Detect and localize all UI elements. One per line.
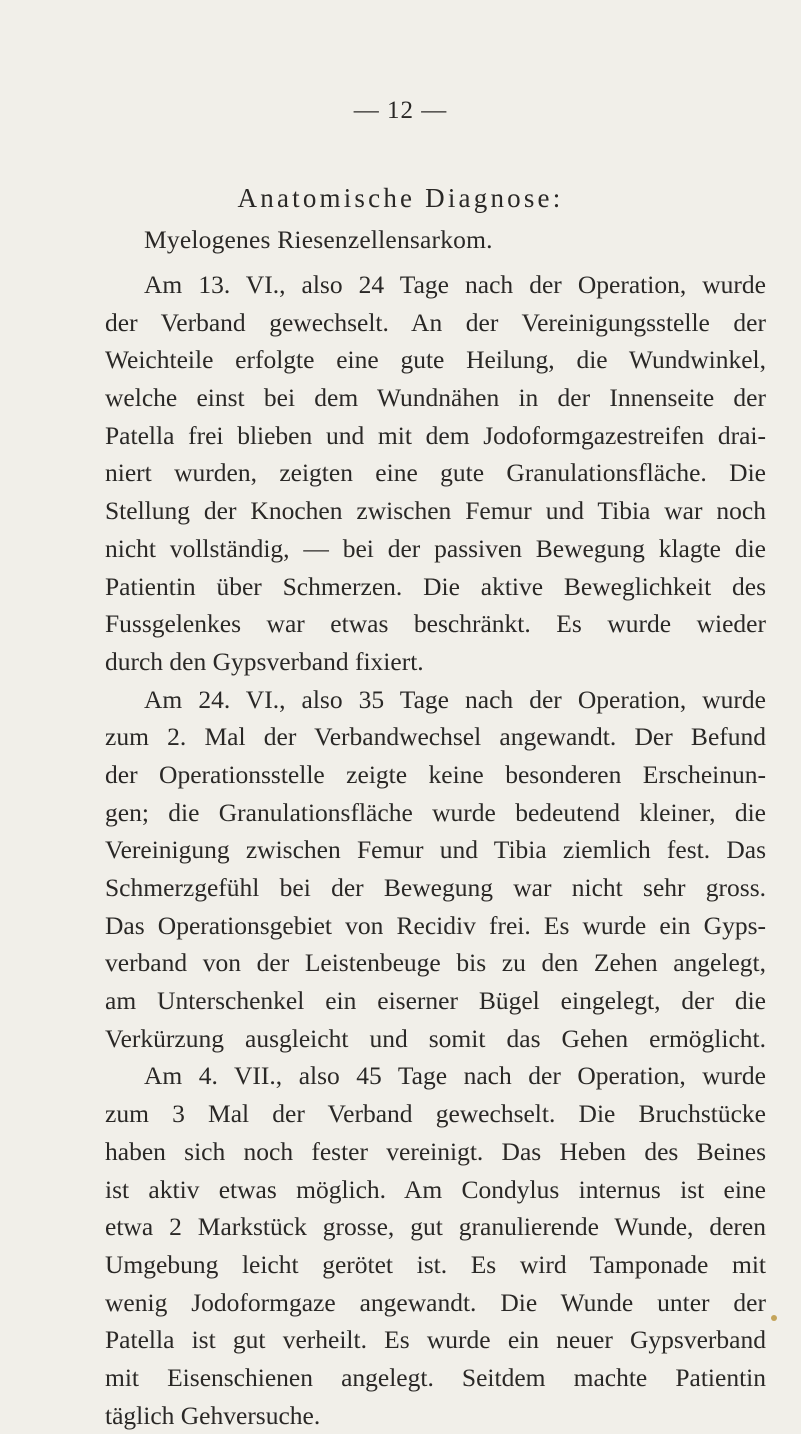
paper-speck: [771, 1315, 777, 1321]
text-line: nicht vollständig, — bei der passiven Bewegung klagte die: [105, 533, 766, 563]
body-text: [105, 266, 766, 1434]
text-line: Am 24. VI., also 35 Tage nach der Operation, wurde: [144, 684, 766, 714]
text-line: wenig Jodoformgaze angewandt. Die Wunde unter der: [105, 1287, 766, 1317]
text-line: verband von der Leistenbeuge bis zu den Zehen angelegt,: [105, 948, 766, 978]
text-line: Weichteile erfolgte eine gute Heilung, die Wundwinkel,: [105, 345, 766, 375]
section-heading: Anatomische Diagnose:: [237, 183, 564, 213]
text-line: mit Eisenschienen angelegt. Seitdem machte Patientin: [105, 1362, 766, 1392]
text-line: Am 4. VII., also 45 Tage nach der Operation, wurde: [144, 1061, 766, 1091]
diagnosis-line: Myelogenes Riesenzellensarkom.: [144, 225, 493, 254]
text-line: der Verband gewechselt. An der Vereinigungsstelle der: [105, 307, 766, 337]
text-line: Das Operationsgebiet von Recidiv frei. Es wurde ein Gyps-: [105, 910, 766, 940]
text-line: Am 13. VI., also 24 Tage nach der Operation, wurde: [144, 270, 766, 299]
text-line: durch den Gypsverband fixiert.: [105, 646, 424, 676]
text-line: täglich Gehversuche.: [105, 1400, 321, 1430]
text-line: Patella ist gut verheilt. Es wurde ein neuer Gypsverband: [105, 1325, 766, 1355]
text-line: Vereinigung zwischen Femur und Tibia ziemlich fest. Das: [105, 835, 766, 865]
text-line: niert wurden, zeigten eine gute Granulationsfläche. Die: [105, 458, 766, 488]
text-line: Stellung der Knochen zwischen Femur und Tibia war noch: [105, 496, 766, 526]
text-line: zum 2. Mal der Verbandwechsel angewandt. Der Befund: [105, 722, 766, 752]
text-line: Patella frei blieben und mit dem Jodoformgazestreifen drai-: [105, 420, 766, 450]
text-line: am Unterschenkel ein eiserner Bügel eingelegt, der die: [105, 986, 766, 1016]
page-number: — 12 —: [353, 97, 448, 124]
text-line: welche einst bei dem Wundnähen in der Innenseite der: [105, 383, 766, 413]
text-line: gen; die Granulationsfläche wurde bedeutend kleiner, die: [105, 797, 766, 827]
text-line: etwa 2 Markstück grosse, gut granulierende Wunde, deren: [105, 1212, 766, 1242]
text-line: zum 3 Mal der Verband gewechselt. Die Bruchstücke: [105, 1099, 766, 1129]
text-line: der Operationsstelle zeigte keine besonderen Erscheinun-: [105, 759, 766, 789]
text-line: Fussgelenkes war etwas beschränkt. Es wurde wieder: [105, 609, 766, 639]
text-line: Verkürzung ausgleicht und somit das Gehen ermöglicht.: [105, 1023, 766, 1053]
text-line: ist aktiv etwas möglich. Am Condylus internus ist eine: [105, 1174, 766, 1204]
text-line: Schmerzgefühl bei der Bewegung war nicht sehr gross.: [105, 873, 766, 902]
text-line: Umgebung leicht gerötet ist. Es wird Tamponade mit: [105, 1249, 766, 1279]
text-line: Patientin über Schmerzen. Die aktive Beweglichkeit des: [105, 571, 766, 601]
text-line: haben sich noch fester vereinigt. Das Heben des Beines: [105, 1136, 766, 1166]
